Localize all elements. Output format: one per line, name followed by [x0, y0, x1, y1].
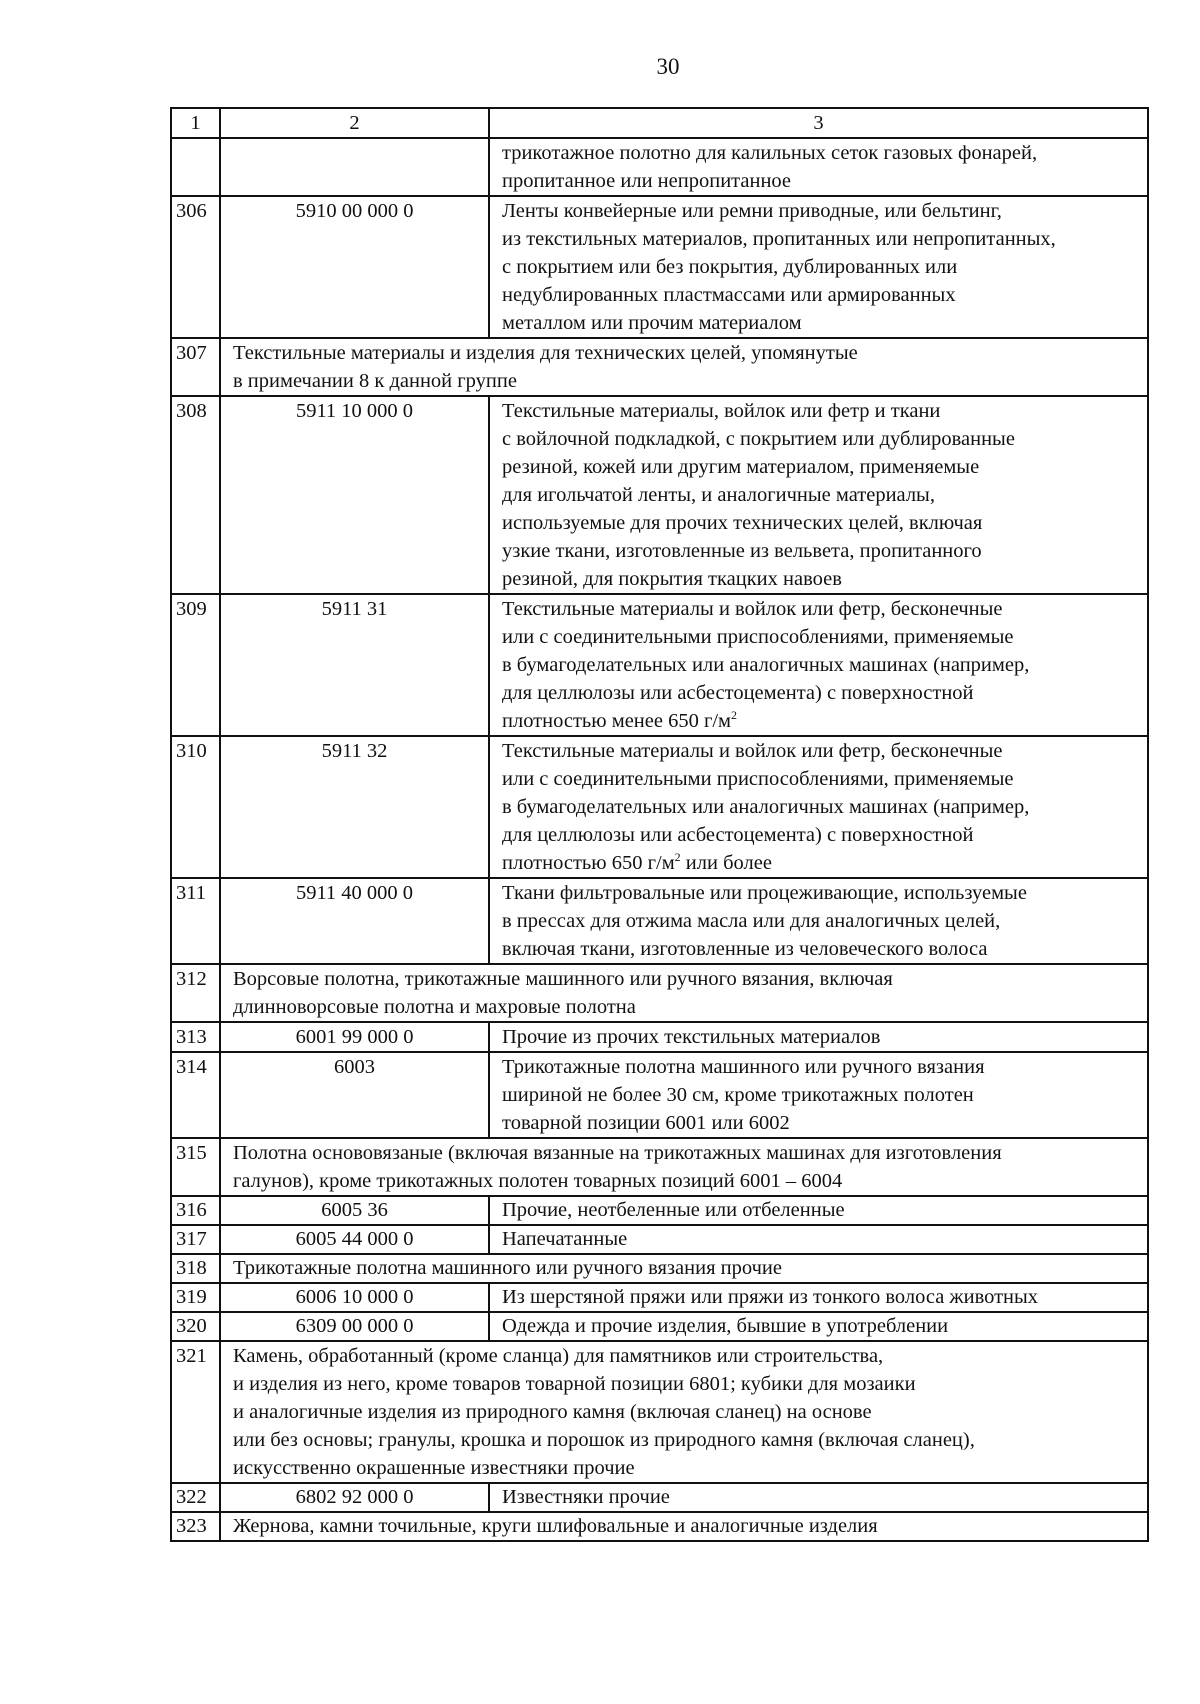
- row-code: 6006 10 000 0: [220, 1283, 489, 1312]
- row-description: Текстильные материалы и войлок или фетр, бесконечные или с соединительными приспособлениями, применяемые в бумагоделательных или аналогичных машинах (например, для целлюлозы или асбестоцемента) с поверхностной плотностью 650 $г/м^2$ или более: [489, 736, 1148, 878]
- table-row: [171, 594, 1148, 736]
- row-code: 5911 32: [220, 736, 489, 878]
- row-number: 323: [171, 1512, 220, 1541]
- row-description: Одежда и прочие изделия, бывшие в употреблении: [489, 1312, 1148, 1341]
- row-group-heading: Жернова, камни точильные, круги шлифовальные и аналогичные изделия: [220, 1512, 1148, 1541]
- row-code: 6005 44 000 0: [220, 1225, 489, 1254]
- table-row: [171, 338, 1148, 396]
- row-description: Трикотажные полотна машинного или ручного вязания шириной не более 30 см, кроме трикотажных полотен товарной позиции 6001 или 6002: [489, 1052, 1148, 1138]
- row-number: 319: [171, 1283, 220, 1312]
- row-code: 6005 36: [220, 1196, 489, 1225]
- table-row: [171, 1052, 1148, 1138]
- row-code: 5911 10 000 0: [220, 396, 489, 594]
- tariff-table: [170, 107, 1149, 1542]
- row-group-heading: Ворсовые полотна, трикотажные машинного или ручного вязания, включая длинноворсовые полотна и махровые полотна: [220, 964, 1148, 1022]
- row-number: 307: [171, 338, 220, 396]
- row-code: 5910 00 000 0: [220, 196, 489, 338]
- row-number: 308: [171, 396, 220, 594]
- row-code: 6309 00 000 0: [220, 1312, 489, 1341]
- row-code: 5911 40 000 0: [220, 878, 489, 964]
- table-row: [171, 1483, 1148, 1512]
- row-group-heading: Полотна основовязаные (включая вязанные на трикотажных машинах для изготовления галунов), кроме трикотажных полотен товарных позиций 6001 – 6004: [220, 1138, 1148, 1196]
- row-group-heading: Трикотажные полотна машинного или ручного вязания прочие: [220, 1254, 1148, 1283]
- row-number: 309: [171, 594, 220, 736]
- table-row: [171, 1138, 1148, 1196]
- row-number: 321: [171, 1341, 220, 1483]
- row-number: 318: [171, 1254, 220, 1283]
- row-description: Из шерстяной пряжи или пряжи из тонкого волоса животных: [489, 1283, 1148, 1312]
- row-code: 6003: [220, 1052, 489, 1138]
- row-number: 316: [171, 1196, 220, 1225]
- row-code: [220, 138, 489, 196]
- row-number: 320: [171, 1312, 220, 1341]
- row-number: 315: [171, 1138, 220, 1196]
- row-description: Прочие, неотбеленные или отбеленные: [489, 1196, 1148, 1225]
- row-number: 314: [171, 1052, 220, 1138]
- row-number: 310: [171, 736, 220, 878]
- row-description: Ленты конвейерные или ремни приводные, или бельтинг, из текстильных материалов, пропитанных или непропитанных, с покрытием или без покрытия, дублированных или недублированных пластмассами или армированных металлом или прочим материалом: [489, 196, 1148, 338]
- table-row: [171, 396, 1148, 594]
- row-group-heading: Камень, обработанный (кроме сланца) для памятников или строительства, и изделия из него, кроме товаров товарной позиции 6801; кубики для мозаики и аналогичные изделия из природного камня (включая сланец) на основе или без основы; гранулы, крошка и порошок из природного камня (включая сланец), искусственно окрашенные известняки прочие: [220, 1341, 1148, 1483]
- row-number: 306: [171, 196, 220, 338]
- row-code: 6001 99 000 0: [220, 1022, 489, 1052]
- column-header-number: 1: [171, 108, 220, 138]
- row-description: трикотажное полотно для калильных сеток газовых фонарей, пропитанное или непропитанное: [489, 138, 1148, 196]
- row-description: Известняки прочие: [489, 1483, 1148, 1512]
- table-row: [171, 736, 1148, 878]
- page-number: 30: [656, 54, 680, 79]
- table-header-row: [171, 108, 1148, 138]
- row-number: 312: [171, 964, 220, 1022]
- column-header-code: 2: [220, 108, 489, 138]
- table-row: [171, 1022, 1148, 1052]
- row-number: 317: [171, 1225, 220, 1254]
- row-number: [171, 138, 220, 196]
- table-row: [171, 1283, 1148, 1312]
- table-row: [171, 1312, 1148, 1341]
- table-row: [171, 1341, 1148, 1483]
- table-row: [171, 1512, 1148, 1541]
- table-row: [171, 1225, 1148, 1254]
- row-number: 311: [171, 878, 220, 964]
- table-row: [171, 138, 1148, 196]
- row-description: Напечатанные: [489, 1225, 1148, 1254]
- table-row: [171, 878, 1148, 964]
- row-description: Текстильные материалы, войлок или фетр и ткани с войлочной подкладкой, с покрытием или дублированные резиной, кожей или другим материалом, применяемые для игольчатой ленты, и аналогичные материалы, используемые для прочих технических целей, включая узкие ткани, изготовленные из вельвета, пропитанного резиной, для покрытия ткацких навоев: [489, 396, 1148, 594]
- row-description: Прочие из прочих текстильных материалов: [489, 1022, 1148, 1052]
- row-description: Ткани фильтровальные или процеживающие, используемые в прессах для отжима масла или для аналогичных целей, включая ткани, изготовленные из человеческого волоса: [489, 878, 1148, 964]
- row-description: Текстильные материалы и войлок или фетр, бесконечные или с соединительными приспособлениями, применяемые в бумагоделательных или аналогичных машинах (например, для целлюлозы или асбестоцемента) с поверхностной плотностью менее 650 $г/м^2$: [489, 594, 1148, 736]
- row-code: 6802 92 000 0: [220, 1483, 489, 1512]
- row-number: 322: [171, 1483, 220, 1512]
- table-row: [171, 1254, 1148, 1283]
- table-row: [171, 1196, 1148, 1225]
- column-header-description: 3: [489, 108, 1148, 138]
- table-row: [171, 196, 1148, 338]
- row-code: 5911 31: [220, 594, 489, 736]
- table-row: [171, 964, 1148, 1022]
- row-number: 313: [171, 1022, 220, 1052]
- row-group-heading: Текстильные материалы и изделия для технических целей, упомянутые в примечании 8 к данной группе: [220, 338, 1148, 396]
